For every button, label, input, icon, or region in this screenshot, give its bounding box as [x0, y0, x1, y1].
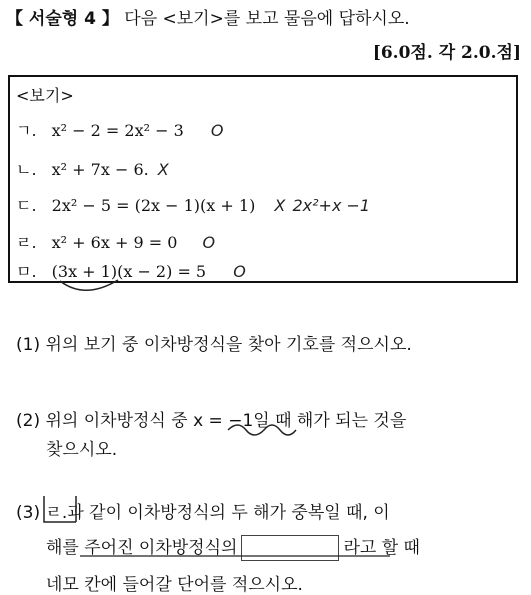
item-label: ㄴ. [16, 160, 37, 179]
item-expression: x² + 6x + 9 = 0 [51, 233, 178, 252]
item-label: ㄱ. [16, 121, 37, 140]
handwritten-mark: O [233, 262, 246, 281]
question-text: 위의 이차방정식 중 x = −1일 때 해가 되는 것을 [45, 411, 407, 431]
item-label: ㄹ. [16, 233, 37, 252]
handwritten-note: 2x²+x −1 [292, 196, 371, 215]
handwritten-mark: X [157, 160, 169, 179]
example-box-title: <보기> [16, 86, 74, 105]
question-number: (1) [16, 335, 41, 355]
question-title: 【 서술형 4 】 [6, 9, 119, 29]
squiggle-underline [228, 425, 296, 435]
question-text: ㄹ.과 같이 이차방정식의 두 해가 중복일 때, 이 [45, 503, 390, 523]
points-label: [6.0점. 각 2.0.점] [372, 43, 521, 63]
question-text: 해를 주어진 이차방정식의 [46, 538, 238, 558]
question-3-line-3: 네모 칸에 들어갈 단어를 적으시오. [46, 575, 303, 595]
item-label: ㄷ. [16, 196, 37, 215]
handwritten-mark: O [210, 121, 224, 140]
underline-curve [60, 280, 118, 290]
question-text: 라고 할 때 [343, 538, 420, 558]
item-label: ㅁ. [16, 262, 37, 281]
question-number: (3) [16, 503, 41, 523]
question-instruction: 다음 <보기>를 보고 물음에 답하시오. [124, 9, 410, 29]
item-expression: x² − 2 = 2x² − 3 [51, 121, 184, 140]
item-expression: (3x + 1)(x − 2) = 5 [51, 262, 207, 281]
question-text: 위의 보기 중 이차방정식을 찾아 기호를 적으시오. [45, 335, 412, 355]
handwritten-mark: X [274, 196, 286, 215]
answer-bracket [44, 496, 76, 522]
question-number: (2) [16, 411, 41, 431]
question-2-line-2: 찾으시오. [46, 440, 118, 460]
item-expression: 2x² − 5 = (2x − 1)(x + 1) [51, 196, 256, 215]
handwritten-mark: O [202, 233, 216, 252]
item-expression: x² + 7x − 6. [51, 160, 149, 179]
